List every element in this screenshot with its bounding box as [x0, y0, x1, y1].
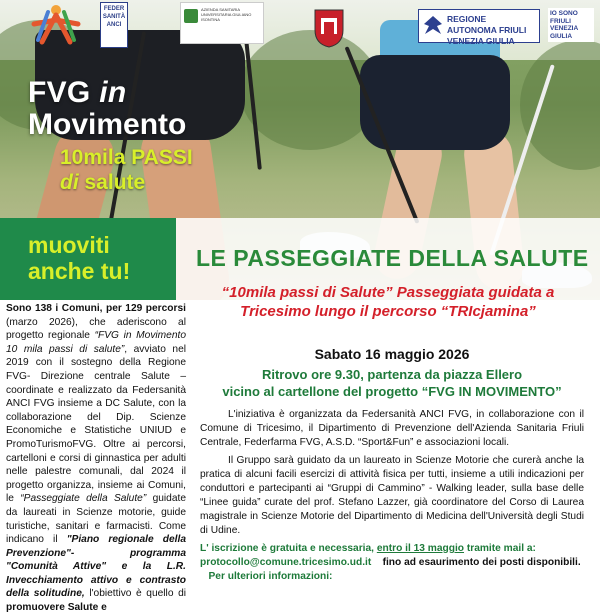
event-date: Sabato 16 maggio 2026: [314, 346, 470, 362]
meeting-info: [200, 366, 584, 400]
registration-info: L' iscrizione è gratuita e necessaria, entro il 13 maggio tramite mail a:: [200, 543, 536, 554]
federsanita-label: FEDER SANITÀ ANCI: [102, 6, 126, 28]
meeting-line2: vicino al cartellone del progetto “FVG IN MOVIMENTO”: [222, 384, 562, 399]
fvg-in-movimento-logo: [28, 2, 84, 46]
hero-photo: [0, 0, 600, 300]
asugi-logo: [180, 2, 264, 44]
asugi-text: AZIENDA SANITARIA UNIVERSITARIA GIULIANO ISONTINA: [201, 7, 252, 22]
federsanita-logo: [100, 2, 128, 48]
registration-email-link[interactable]: protocollo@comune.tricesimo.ud.it: [200, 557, 372, 568]
registration-deadline: entro il 13 maggio: [376, 543, 465, 554]
hero-subtitle-line1: 10mila PASSI: [60, 146, 193, 169]
io-sono-label: IO SONO FRIULI VENEZIA GIULIA: [550, 10, 578, 40]
hero-title-line1: FVG in: [28, 76, 127, 109]
banner-title: LE PASSEGGIATE DELLA SALUTE: [196, 245, 589, 271]
banner-subtitle-line1: “10mila passi di Salute” Passeggiata guidata a: [221, 284, 555, 301]
registration-contact: protocollo@comune.tricesimo.ud.it fino ad esaurimento dei posti disponibili.: [200, 557, 581, 568]
hero-title-line2: Movimento: [28, 108, 187, 141]
meeting-line1: Ritrovo ore 9.30, partenza da piazza Ellero: [261, 367, 523, 382]
organization-paragraph: L'iniziativa è organizzata da Federsanità ANCI FVG, in collaborazione con il Comune di Tricesimo, il Dipartimento di Prevenzione dell'Azienda Sanitaria Friuli Centrale, Federfarma FVG, A.S.D. “Sport&Fun” e associazioni locali.: [200, 409, 584, 448]
more-info-label: Per ulteriori informazioni:: [200, 571, 333, 582]
intro-column: [6, 302, 186, 615]
eagle-icon: [422, 14, 444, 38]
region-name: REGIONE AUTONOMA FRIULI VENEZIA GIULIA: [447, 14, 527, 46]
io-sono-fvg-logo: [548, 8, 594, 42]
intro-paragraph: Sono 138 i Comuni, per 129 percorsi (marzo 2026), che aderiscono al progetto regionale “FVG in Movimento 10 mila passi di salute”, avviato nel 2019 con il sostegno della Regione FVG- Direzione centrale Salute – coordinate e realizzato da Federsanità ANCI FVG insieme a DC Salute, con la collaborazione del Dip. Scienze Economiche e Statistiche UNIUD e PromoTurismoFVG. Oltre ai percorsi, cartelloni e corsi di ginnastica per adulti nelle palestre comunali, dal 2024 il progetto organizza, insieme ai Comuni, le “Passeggiate della Salute” guidate da laureati in Scienze motorie, guide turistiche, sanitari e farmacisti. Come indicano il "Piano regionale della Prevenzione"- programma "Comunità Attive" e la L.R. Invecchiamento attivo e contrasto della solitudine, l'obiettivo è quello di promuovere Salute e: [6, 303, 186, 614]
event-details: [200, 346, 584, 584]
callout-text: muoviti anche tu!: [28, 232, 131, 284]
hero-subtitle-line2: di salute: [60, 171, 146, 194]
asugi-emblem: [184, 9, 198, 23]
logo-bar: [0, 0, 600, 50]
regione-fvg-logo: [418, 9, 540, 46]
banner-subtitle: [176, 283, 600, 321]
guide-paragraph: Il Gruppo sarà guidato da un laureato in Scienze Motorie che curerà anche la pratica di alcuni facili esercizi di attività fisica per tutti, insieme a utili indicazioni per conduttori e partecipanti ai “Gruppi di Cammino” - Walking leader, sulla base delle “Linee guida” curate del prof. Stefano Lazzer, già coordinatore del Corso di Laurea magistrale in Scienze Motorie del Dipartimento di Medicina dell'Università degli Studi di Udine.: [200, 455, 584, 536]
banner-subtitle-line2: Tricesimo lungo il percorso “TRIcjamina”: [240, 303, 536, 320]
tricesimo-crest: [312, 6, 346, 48]
